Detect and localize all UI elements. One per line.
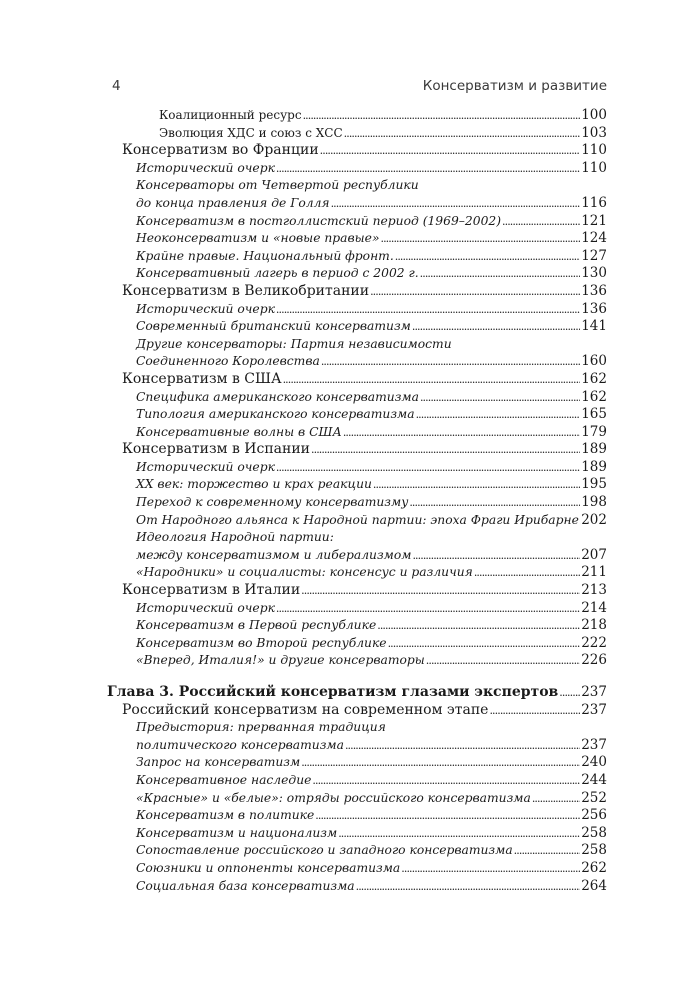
- dot-leader: [412, 317, 580, 336]
- toc-entry[interactable]: [107, 124, 607, 142]
- toc-entry-page: 198: [581, 494, 607, 511]
- toc-entry-title: Идеология Народной партии:: [136, 530, 334, 545]
- toc-entry[interactable]: [107, 159, 607, 177]
- dot-leader: [474, 563, 580, 582]
- toc-entry-title: Сопоставление российского и западного консерватизма: [136, 843, 513, 858]
- toc-entry[interactable]: [107, 317, 607, 335]
- dot-leader: [303, 106, 581, 125]
- toc-entry-page: 244: [581, 771, 607, 788]
- dot-leader: [502, 212, 580, 231]
- toc-entry-page: 116: [581, 194, 607, 211]
- toc-entry-page: 222: [581, 634, 607, 651]
- toc-entry-page: 110: [581, 159, 607, 176]
- dot-leader: [276, 599, 580, 618]
- dot-leader: [301, 581, 580, 600]
- dot-leader: [420, 388, 580, 407]
- toc-entry-page: 237: [581, 684, 607, 700]
- toc-entry[interactable]: [107, 651, 607, 669]
- toc-entry-title: Консерватизм в постголлистский период (1969–2002): [136, 213, 502, 228]
- toc-entry-title: Запрос на консерватизм: [136, 755, 301, 770]
- toc-entry-page: 162: [581, 370, 607, 387]
- toc-entry-page: 256: [581, 807, 607, 824]
- toc-entry[interactable]: [107, 511, 607, 529]
- toc-entry-title: Консервативное наследие: [136, 772, 312, 787]
- toc-entry-title: Типология американского консерватизма: [136, 407, 415, 422]
- toc-entry-page: 136: [581, 300, 607, 317]
- toc-entry-title: между консерватизмом и либерализмом: [136, 547, 412, 562]
- table-of-contents: [107, 106, 607, 894]
- dot-leader: [321, 352, 580, 371]
- toc-entry-title: Современный британский консерватизм: [136, 319, 411, 334]
- toc-entry[interactable]: [107, 229, 607, 247]
- toc-entry-page: 226: [581, 652, 607, 669]
- toc-entry-title: Консерватизм в Испании: [122, 441, 311, 458]
- toc-entry-title: Коалиционный ресурс: [159, 108, 302, 122]
- toc-entry[interactable]: [107, 106, 607, 124]
- toc-entry[interactable]: [107, 841, 607, 859]
- toc-entry[interactable]: [107, 405, 607, 423]
- toc-entry[interactable]: [107, 877, 607, 895]
- toc-entry-title: до конца правления де Голля: [136, 195, 330, 210]
- dot-leader: [343, 423, 580, 442]
- dot-leader: [320, 141, 581, 160]
- toc-entry-title: Предыстория: прерванная традиция: [136, 720, 386, 735]
- toc-entry[interactable]: [107, 581, 607, 599]
- toc-entry[interactable]: [107, 701, 607, 719]
- toc-entry-title: Консервативные волны в США: [136, 424, 342, 439]
- toc-entry[interactable]: [107, 528, 607, 546]
- toc-entry-page: 195: [581, 476, 607, 493]
- toc-entry-title: Российский консерватизм на современном этапе: [122, 701, 489, 718]
- page-number: 4: [112, 78, 121, 94]
- toc-entry[interactable]: [107, 247, 607, 265]
- dot-leader: [315, 806, 580, 825]
- toc-entry-page: 202: [581, 511, 607, 528]
- dot-leader: [276, 159, 580, 178]
- toc-entry-title: Консервативный лагерь в период с 2002 г.: [136, 266, 419, 281]
- toc-entry-page: 136: [581, 282, 607, 299]
- toc-entry[interactable]: [107, 194, 607, 212]
- toc-entry-title: Консерватизм во Второй республике: [136, 635, 387, 650]
- toc-entry-page: 110: [581, 142, 607, 159]
- toc-entry[interactable]: [107, 264, 607, 282]
- dot-leader: [283, 370, 581, 389]
- toc-entry[interactable]: [107, 388, 607, 406]
- dot-leader: [412, 546, 580, 565]
- toc-entry-title: Исторический очерк: [136, 459, 275, 474]
- toc-entry-page: 214: [581, 599, 607, 616]
- dot-leader: [532, 789, 580, 808]
- toc-entry-title: Соединенного Королевства: [136, 354, 320, 369]
- toc-entry-title: Крайне правые. Национальный фронт.: [136, 248, 394, 263]
- toc-entry-page: 162: [581, 388, 607, 405]
- dot-leader: [420, 264, 581, 283]
- dot-leader: [311, 440, 580, 459]
- toc-entry-title: XX век: торжество и крах реакции: [136, 477, 372, 492]
- dot-leader: [370, 282, 580, 301]
- toc-entry[interactable]: [107, 141, 607, 159]
- toc-entry[interactable]: [107, 718, 607, 736]
- toc-entry-title: «Вперед, Италия!» и другие консерваторы: [136, 653, 425, 668]
- toc-entry-title: Специфика американского консерватизма: [136, 389, 419, 404]
- toc-entry-page: 130: [581, 265, 607, 282]
- running-title: Консерватизм и развитие: [422, 78, 607, 94]
- toc-entry-title: политического консерватизма: [136, 737, 344, 752]
- toc-entry[interactable]: [107, 753, 607, 771]
- toc-entry[interactable]: [107, 282, 607, 300]
- toc-entry[interactable]: [107, 634, 607, 652]
- dot-leader: [356, 877, 581, 896]
- toc-entry-title: Консерватизм и национализм: [136, 825, 338, 840]
- toc-entry-title: Консерватизм во Франции: [122, 142, 319, 159]
- toc-entry-page: 103: [581, 124, 607, 141]
- dot-leader: [426, 651, 580, 670]
- running-header: [112, 78, 607, 98]
- toc-entry-title: Глава 3. Российский консерватизм глазами экспертов: [107, 684, 559, 700]
- toc-entry-page: 218: [581, 617, 607, 634]
- dot-leader: [380, 229, 580, 248]
- toc-entry-title: Исторический очерк: [136, 160, 275, 175]
- toc-entry[interactable]: [107, 440, 607, 458]
- dot-leader: [395, 247, 580, 266]
- toc-entry-page: 240: [581, 754, 607, 771]
- dot-leader: [388, 634, 581, 653]
- toc-entry-title: Неоконсерватизм и «новые правые»: [136, 231, 380, 246]
- toc-entry-page: 127: [581, 247, 607, 264]
- toc-entry[interactable]: [107, 563, 607, 581]
- toc-entry-title: Исторический очерк: [136, 301, 275, 316]
- toc-entry[interactable]: [107, 616, 607, 634]
- dot-leader: [301, 753, 580, 772]
- toc-entry[interactable]: [107, 824, 607, 842]
- toc-entry-title: Консерватизм в Первой республике: [136, 618, 377, 633]
- toc-entry-title: Консерватизм в Италии: [122, 582, 301, 599]
- toc-entry-page: 189: [581, 458, 607, 475]
- toc-entry[interactable]: [107, 771, 607, 789]
- toc-entry-title: Переход к современному консерватизму: [136, 495, 409, 510]
- toc-entry-title: Другие консерваторы: Партия независимости: [136, 336, 452, 351]
- dot-leader: [276, 458, 580, 477]
- toc-entry-title: «Красные» и «белые»: отряды российского консерватизма: [136, 790, 531, 805]
- dot-leader: [416, 405, 581, 424]
- toc-entry[interactable]: [107, 300, 607, 318]
- toc-entry-title: Союзники и оппоненты консерватизма: [136, 860, 401, 875]
- toc-entry-page: 213: [581, 582, 607, 599]
- toc-entry-page: 211: [581, 564, 607, 581]
- dot-leader: [409, 493, 580, 512]
- dot-leader: [377, 616, 580, 635]
- dot-leader: [312, 771, 580, 790]
- toc-entry[interactable]: [107, 599, 607, 617]
- toc-entry[interactable]: [107, 423, 607, 441]
- toc-entry-title: Консерватизм в политике: [136, 808, 315, 823]
- dot-leader: [489, 701, 580, 720]
- toc-entry-page: 258: [581, 842, 607, 859]
- dot-leader: [373, 475, 580, 494]
- toc-entry-page: 189: [581, 441, 607, 458]
- dot-leader: [514, 841, 581, 860]
- toc-chapter[interactable]: [107, 683, 607, 701]
- toc-entry-title: От Народного альянса к Народной партии: эпоха Фраги Ирибарне: [136, 512, 579, 527]
- toc-entry-page: 165: [581, 406, 607, 423]
- toc-entry-page: 179: [581, 423, 607, 440]
- dot-leader: [344, 124, 581, 143]
- toc-entry-page: 124: [581, 230, 607, 247]
- toc-entry-page: 258: [581, 824, 607, 841]
- toc-entry[interactable]: [107, 493, 607, 511]
- toc-entry[interactable]: [107, 352, 607, 370]
- toc-entry[interactable]: [107, 736, 607, 754]
- dot-leader: [401, 859, 580, 878]
- dot-leader: [331, 194, 581, 213]
- toc-entry[interactable]: [107, 370, 607, 388]
- dot-leader: [276, 300, 580, 319]
- toc-entry-title: Консерватизм в Великобритании: [122, 282, 370, 299]
- toc-entry[interactable]: [107, 546, 607, 564]
- toc-entry-title: Эволюция ХДС и союз с ХСС: [159, 125, 343, 140]
- toc-entry[interactable]: [107, 458, 607, 476]
- toc-entry-page: 121: [581, 212, 607, 229]
- dot-leader: [345, 736, 580, 755]
- toc-entry[interactable]: [107, 335, 607, 353]
- toc-entry-page: 252: [581, 789, 607, 806]
- toc-entry-page: 160: [581, 353, 607, 370]
- toc-entry-page: 141: [581, 318, 607, 335]
- toc-entry[interactable]: [107, 176, 607, 194]
- toc-entry-page: 207: [581, 546, 607, 563]
- toc-entry-title: Консерваторы от Четвертой республики: [136, 178, 419, 193]
- toc-entry-page: 100: [581, 107, 607, 123]
- toc-entry-title: «Народники» и социалисты: консенсус и различия: [136, 565, 473, 580]
- toc-entry-title: Консерватизм в США: [122, 370, 282, 387]
- dot-leader: [338, 824, 580, 843]
- toc-entry[interactable]: [107, 859, 607, 877]
- toc-entry-title: Исторический очерк: [136, 600, 275, 615]
- toc-entry[interactable]: [107, 212, 607, 230]
- toc-entry[interactable]: [107, 789, 607, 807]
- toc-entry-title: Социальная база консерватизма: [136, 878, 355, 893]
- toc-entry-page: 264: [581, 877, 607, 894]
- toc-entry[interactable]: [107, 475, 607, 493]
- toc-entry-page: 237: [581, 701, 607, 718]
- dot-leader: [559, 683, 580, 702]
- toc-entry[interactable]: [107, 806, 607, 824]
- toc-entry-page: 237: [581, 736, 607, 753]
- toc-entry-page: 262: [581, 859, 607, 876]
